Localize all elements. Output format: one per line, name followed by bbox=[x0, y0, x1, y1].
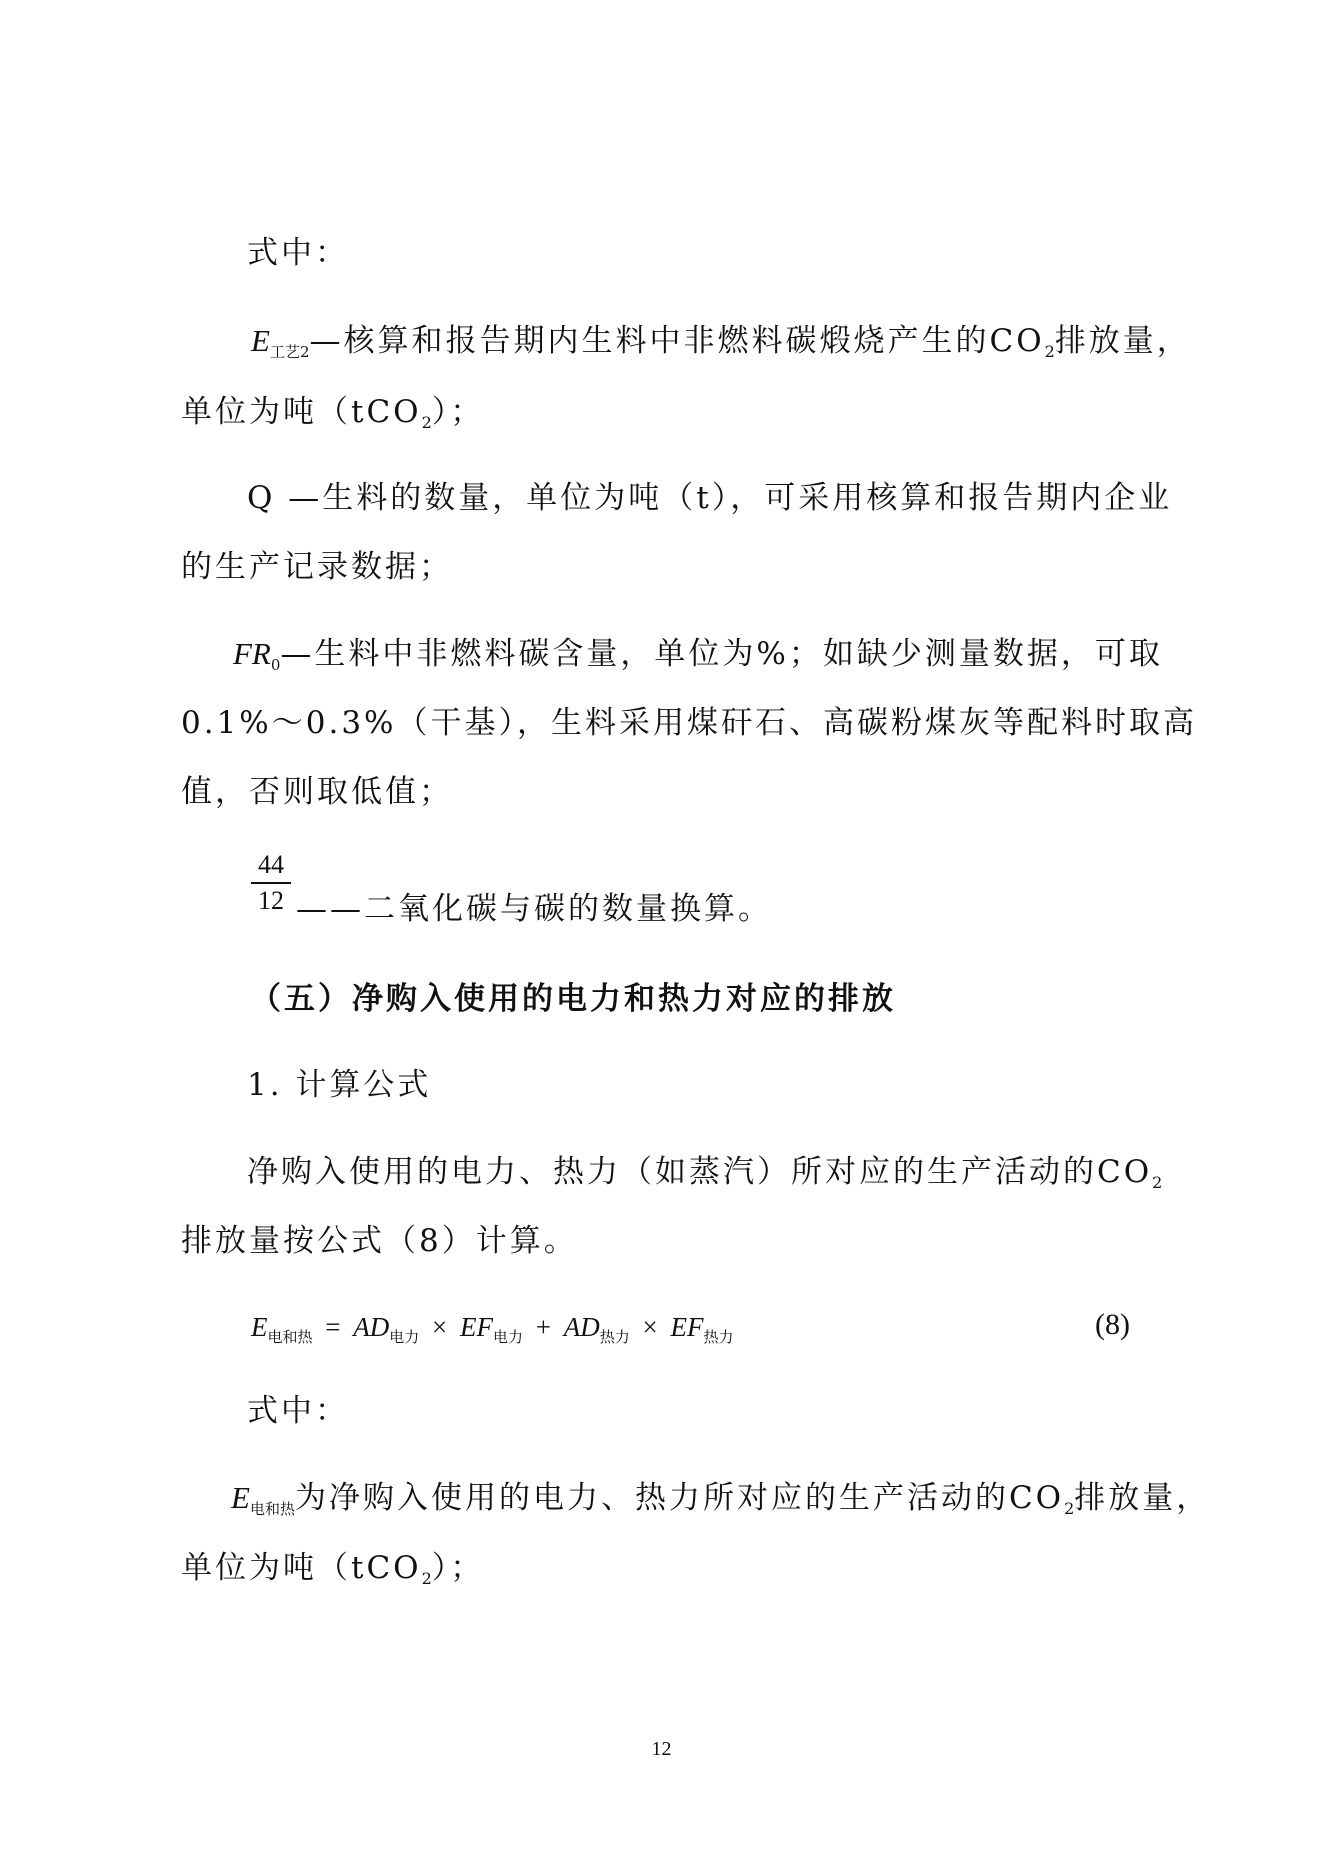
e-heat-co2-subscript: 2 bbox=[1064, 1499, 1075, 1518]
intro-line1 bbox=[247, 1152, 1162, 1203]
e-heat-subscript: 电和热 bbox=[249, 1500, 295, 1518]
co2-subscript: 2 bbox=[1044, 342, 1055, 361]
formula-lhs: E bbox=[251, 1312, 268, 1342]
ad-electricity-sub: 电力 bbox=[389, 1330, 420, 1346]
e-heat-tail: 排放量， bbox=[1074, 1480, 1211, 1516]
unit-pre: 单位为吨（tCO bbox=[181, 394, 422, 430]
e-process2-definition bbox=[251, 321, 1191, 372]
fr0-definition-line1 bbox=[233, 634, 1163, 685]
intro-line2: 排放量按公式（8）计算。 bbox=[181, 1223, 578, 1259]
fr0-subscript: 0 bbox=[270, 656, 281, 674]
plus-sign: + bbox=[535, 1312, 551, 1342]
e-process2-unit bbox=[181, 392, 484, 443]
ef-heat-sub: 热力 bbox=[703, 1330, 734, 1346]
intro-co2-subscript: 2 bbox=[1152, 1173, 1163, 1192]
fraction-bar bbox=[251, 882, 291, 884]
e-process2-text: —核算和报告期内生料中非燃料碳煅烧产生的CO bbox=[309, 323, 1045, 359]
ratio-numerator: 44 bbox=[258, 850, 284, 879]
formula-8 bbox=[251, 1307, 734, 1358]
ad-heat-sub: 热力 bbox=[599, 1330, 630, 1346]
times-sign: × bbox=[432, 1312, 448, 1342]
fr0-definition-line3: 值，否则取低值； bbox=[181, 774, 453, 810]
e-heat-unit bbox=[181, 1548, 484, 1599]
formula-number: (8) bbox=[1095, 1308, 1130, 1341]
ad-electricity: AD bbox=[353, 1312, 390, 1342]
e-heat-text: 为净购入使用的电力、热力所对应的生产活动的CO bbox=[294, 1480, 1065, 1516]
ratio-denominator: 12 bbox=[258, 886, 284, 915]
ef-electricity-sub: 电力 bbox=[493, 1330, 524, 1346]
unit-post: ）； bbox=[431, 394, 485, 430]
ad-heat: AD bbox=[563, 1312, 600, 1342]
e-process2-subscript: 工艺2 bbox=[269, 343, 310, 361]
page-number: 12 bbox=[651, 1738, 672, 1760]
unit-sub: 2 bbox=[421, 413, 432, 432]
where-label-2: 式中： bbox=[247, 1393, 349, 1429]
fr0-definition-line2: 0.1%～0.3%（干基），生料采用煤矸石、高碳粉煤灰等配料时取高 bbox=[181, 705, 1198, 741]
unit-post-2: ）； bbox=[431, 1550, 485, 1586]
q-definition-line2: 的生产记录数据； bbox=[181, 549, 453, 585]
section-heading-5: （五）净购入使用的电力和热力对应的排放 bbox=[250, 981, 896, 1017]
times-sign-2: × bbox=[642, 1312, 658, 1342]
subsection-heading-1: 1. 计算公式 bbox=[247, 1067, 432, 1103]
unit-pre-2: 单位为吨（tCO bbox=[181, 1550, 422, 1586]
e-process2-tail: 排放量， bbox=[1054, 323, 1191, 359]
equals-sign: = bbox=[325, 1312, 341, 1342]
e-heat-symbol: E bbox=[231, 1480, 250, 1515]
unit-sub-2: 2 bbox=[421, 1569, 432, 1588]
intro-text: 净购入使用的电力、热力（如蒸汽）所对应的生产活动的CO bbox=[247, 1154, 1153, 1190]
where-label: 式中： bbox=[247, 235, 349, 271]
ef-heat: EF bbox=[670, 1312, 704, 1342]
ratio-text: ——二氧化碳与碳的数量换算。 bbox=[296, 891, 772, 927]
fr0-symbol: FR bbox=[233, 636, 271, 671]
q-definition-line1: Q —生料的数量，单位为吨（t），可采用核算和报告期内企业 bbox=[247, 480, 1173, 516]
ef-electricity: EF bbox=[460, 1312, 493, 1342]
e-heat-definition bbox=[231, 1478, 1210, 1529]
e-process2-symbol: E bbox=[251, 323, 270, 358]
ratio-fraction bbox=[251, 850, 291, 916]
formula-lhs-sub: 电和热 bbox=[267, 1330, 313, 1346]
fr0-text: —生料中非燃料碳含量，单位为%；如缺少测量数据，可取 bbox=[280, 636, 1163, 672]
